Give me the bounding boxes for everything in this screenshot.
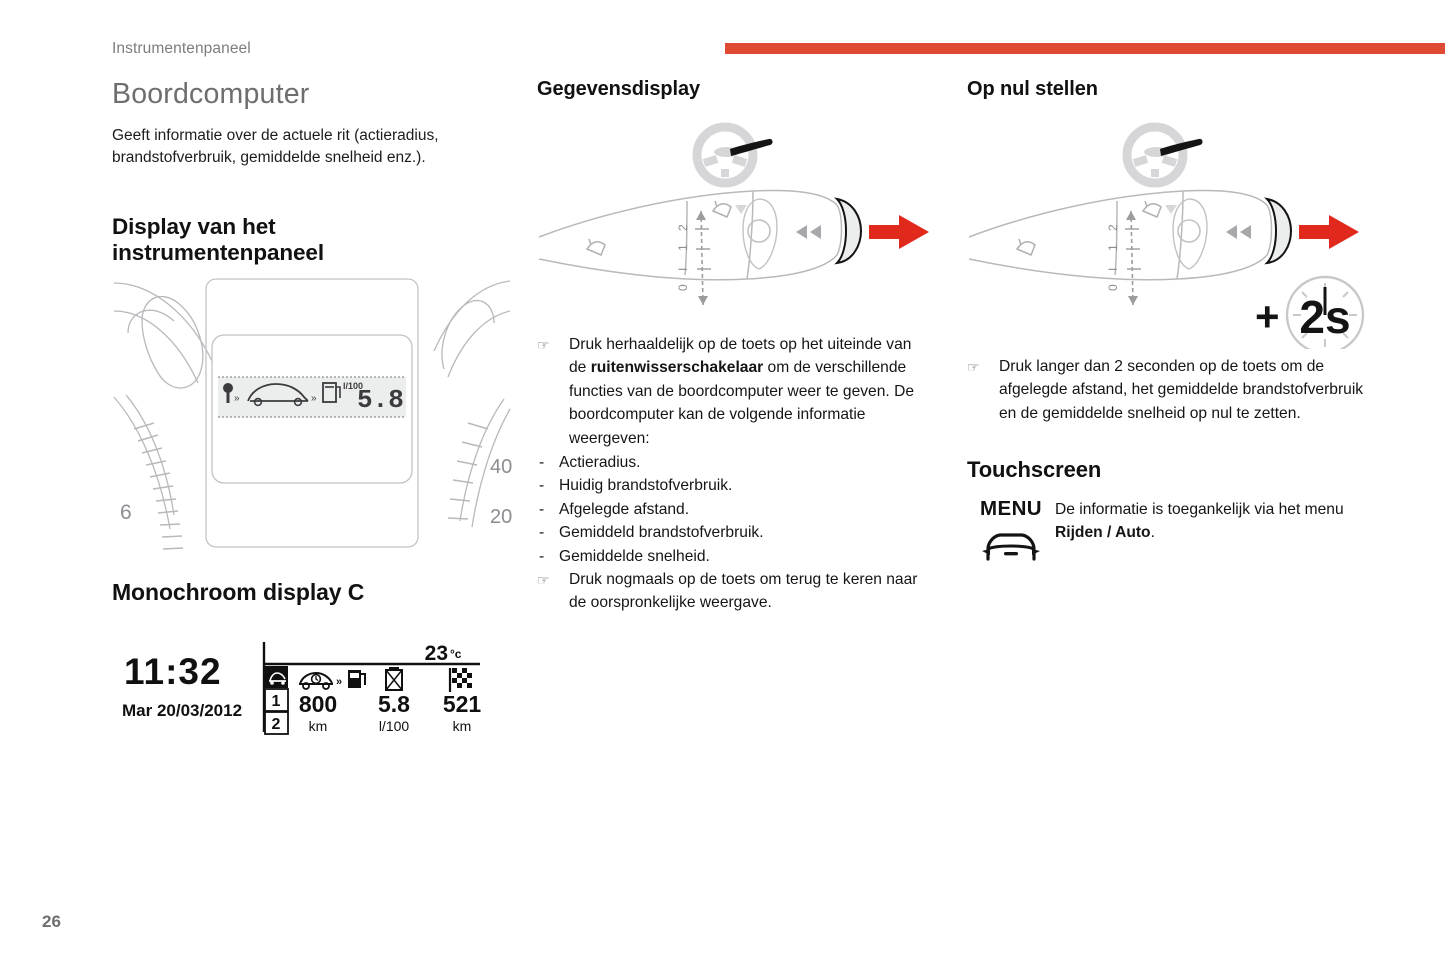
wiper-icon-small [1017, 239, 1035, 255]
wiper-position-scale [1106, 211, 1141, 305]
instruction-list-mid-2 [537, 568, 932, 615]
lcd-consumption-value: 5.8 [357, 384, 404, 415]
checkered-flag-icon [452, 668, 472, 688]
steering-wheel-icon [1127, 127, 1203, 183]
section-title-touchscreen: Touchscreen [967, 457, 1102, 483]
reset-instruction-item [967, 355, 1367, 425]
wiper-icon-small [587, 239, 605, 255]
info-item-label: Afgelegde afstand. [559, 500, 690, 518]
mono-range-unit: km [308, 717, 328, 734]
mono-time: 11:32 [124, 650, 222, 692]
info-item-label: Actieradius. [559, 453, 641, 471]
stalk-end-button [1267, 199, 1291, 263]
reset-instruction-text: Druk langer dan 2 seconden op de toets om de afgelegde afstand, het gemiddelde brandstofverbruik en de gemiddelde snelheid op nul te zetten. [999, 358, 1364, 422]
touchscreen-text-after: . [1150, 523, 1155, 541]
svg-text:»: » [311, 392, 317, 404]
car-front-icon [967, 529, 1055, 570]
touchscreen-bold-term: Rijden / Auto [1055, 523, 1151, 541]
rewind-chevrons-icon [1226, 225, 1251, 239]
touchscreen-text-before: De informatie is toegankelijk via het menu [1055, 501, 1344, 519]
wiper-pos-1: 1 [1106, 244, 1120, 251]
menu-label: MENU [980, 497, 1042, 521]
info-item-label: Gemiddeld brandstofverbruik. [559, 524, 764, 542]
section-title-gegevensdisplay: Gegevensdisplay [537, 78, 701, 100]
trip-2-label: 2 [271, 715, 281, 733]
wiper-stalk-figure-right [967, 119, 1367, 349]
red-arrow-icon [869, 215, 929, 249]
stalk-end-button [837, 199, 861, 263]
list-item: - Gemiddeld brandstofverbruik. [539, 524, 764, 542]
info-item-label: Gemiddelde snelheid. [559, 547, 710, 565]
mono-distance-unit: km [452, 717, 472, 734]
wiper-icon-auto [713, 201, 747, 217]
list-item: - Gemiddelde snelheid. [539, 547, 710, 565]
list-item: - Afgelegde afstand. [539, 500, 690, 518]
wiper-pos-I: I [676, 267, 690, 271]
trip-1-label: 1 [271, 692, 281, 710]
monochrome-display-figure [112, 632, 512, 772]
pointing-hand-icon: ☞ [537, 337, 550, 353]
tach-label: 6 [120, 500, 132, 524]
wiper-stalk-figure-mid [537, 119, 937, 319]
wiper-position-scale [676, 211, 711, 305]
monochrome-display-illustration [112, 632, 512, 762]
timer-2s-badge [1255, 277, 1363, 349]
mono-distance-group [443, 668, 482, 734]
list-item: - Actieradius. [539, 453, 641, 471]
wiper-stalk-reset-illustration [967, 119, 1367, 349]
touchscreen-block [967, 497, 1367, 570]
page-number: 26 [42, 912, 61, 931]
lcd-unit: l/100 [343, 380, 364, 391]
wiper-pos-2: 2 [1106, 224, 1120, 231]
svg-text:»: » [234, 392, 240, 404]
mono-consumption-unit: l/100 [378, 717, 410, 734]
wiper-pos-2: 2 [676, 224, 690, 231]
timer-label: 2s [1299, 291, 1351, 343]
svg-text:»: » [336, 675, 343, 688]
mono-range-group [299, 670, 365, 734]
section-title-op-nul-stellen: Op nul stellen [967, 78, 1098, 100]
trip-selector [265, 666, 288, 734]
wiper-pos-0: 0 [1106, 284, 1120, 291]
info-item-label: Huidig brandstofverbruik. [559, 477, 733, 495]
mono-distance-value: 521 [442, 690, 482, 717]
section-title-display: Display van het instrumentenpaneel [112, 213, 324, 266]
pointing-hand-icon: ☞ [537, 571, 550, 588]
timer-plus-sign: + [1255, 293, 1280, 340]
middle-column [537, 78, 932, 616]
header-accent-rule [725, 43, 1445, 54]
intro-paragraph: Geeft informatie over de actuele rit (actieradius, brandstofverbruik, gemiddelde snelheid enz.). [112, 127, 439, 167]
final-instruction-text: Druk nogmaals op de toets om terug te keren naar de oorspronkelijke weergave. [569, 570, 918, 612]
instruction-item-1 [537, 333, 932, 450]
speed-label-20: 20 [490, 505, 512, 528]
page-header [0, 0, 1445, 66]
instruction-text-after: om de verschillende functies van de boordcomputer weer te geven. De boordcomputer kan de volgende informatie weergeven: [569, 359, 914, 447]
running-head: Instrumentenpaneel [112, 40, 251, 57]
mono-consumption-group [378, 668, 410, 734]
pointing-hand-icon: ☞ [967, 359, 980, 375]
wiper-pos-1: 1 [676, 244, 690, 251]
wiper-pos-0: 0 [676, 284, 690, 291]
speed-label-40: 40 [490, 455, 512, 478]
reset-instruction-list [967, 355, 1367, 425]
instruction-list-mid [537, 333, 932, 450]
mono-temperature-unit: °c [450, 646, 462, 661]
left-column [112, 78, 512, 772]
mono-consumption-value: 5.8 [378, 690, 410, 717]
wiper-icon-auto [1143, 201, 1177, 217]
rewind-chevrons-icon [796, 225, 821, 239]
instruction-item-2 [537, 568, 932, 615]
info-items-list [537, 451, 932, 568]
instrument-cluster-illustration [112, 277, 512, 557]
steering-wheel-icon [697, 127, 773, 183]
red-arrow-icon [1299, 215, 1359, 249]
touchscreen-description [1055, 497, 1367, 570]
right-column [967, 78, 1367, 570]
wiper-stalk-illustration [537, 119, 932, 314]
list-item: - Huidig brandstofverbruik. [539, 477, 733, 495]
instruction-text-before: Druk herhaaldelijk op de toets op het uiteinde van de [569, 336, 912, 377]
page-title: Boordcomputer [112, 78, 310, 110]
mono-date: Mar 20/03/2012 [122, 700, 243, 720]
section-title-mono: Monochroom display C [112, 578, 365, 605]
wiper-pos-I: I [1106, 267, 1120, 271]
menu-icon-group [967, 497, 1055, 570]
instrument-cluster-figure [112, 277, 512, 557]
instruction-bold-term: ruitenwisserschakelaar [590, 359, 764, 377]
mono-temperature: 23 [424, 641, 448, 665]
mono-range-value: 800 [298, 690, 338, 717]
